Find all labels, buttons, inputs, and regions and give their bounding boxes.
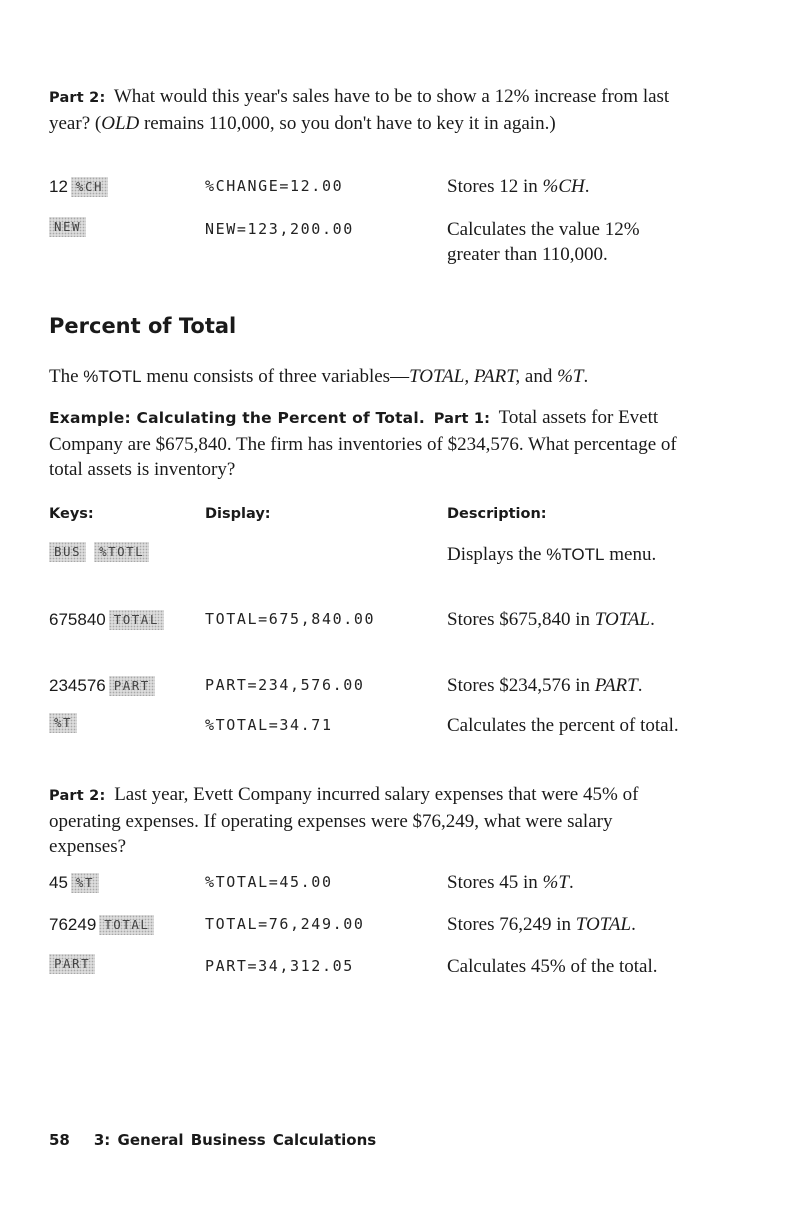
keys-cell <box>49 217 94 237</box>
menu-key-pct-t: %T <box>49 713 77 733</box>
keystroke-row <box>49 607 749 667</box>
menu-key-total: TOTAL <box>109 610 164 630</box>
keystroke-row <box>49 954 749 1014</box>
description: Stores 12 in %CH. <box>447 176 590 197</box>
display-readout: %CHANGE=12.00 <box>205 177 344 195</box>
keys-header: Keys: <box>49 506 94 522</box>
display-header: Display: <box>205 506 271 522</box>
keyed-number: 12 <box>49 177 68 196</box>
keystroke-row <box>49 713 749 773</box>
menu-key-new: NEW <box>49 217 86 237</box>
menu-key-pct-ch: %CH <box>71 177 108 197</box>
keys-cell <box>49 542 157 562</box>
menu-key-pct-t: %T <box>71 873 99 893</box>
description: Stores 76,249 in TOTAL. <box>447 914 636 935</box>
page-footer <box>49 1131 376 1149</box>
part-label: Part 2: <box>49 788 106 804</box>
menu-name: %TOTL <box>83 367 142 386</box>
description-header: Description: <box>447 506 547 522</box>
paragraph-text: Total assets for Evett Company are $675,840. The firm has inventories of $234,576. What percentage of total assets is inventory? <box>49 407 677 480</box>
description: Calculates the percent of total. <box>447 715 679 736</box>
paragraph-text: Last year, Evett Company incurred salary expenses that were 45% of operating expenses. If operating expenses were $76,249, what were salary expenses? <box>49 784 639 857</box>
display-readout: NEW=123,200.00 <box>205 220 354 238</box>
keystroke-row <box>49 217 749 277</box>
paragraph-text: remains 110,000, so you don't have to key it in again.) <box>139 113 556 134</box>
menu-key-pct-totl: %TOTL <box>94 542 149 562</box>
keyed-number: 76249 <box>49 915 97 934</box>
keys-cell <box>49 870 107 895</box>
description: Stores 45 in %T. <box>447 872 574 893</box>
keys-cell <box>49 673 163 698</box>
display-readout: TOTAL=675,840.00 <box>205 610 376 628</box>
paragraph-text: What would this year's sales have to be to show a 12% increase from last year? ( <box>49 86 670 134</box>
menu-key-part: PART <box>49 954 95 974</box>
keyed-number: 234576 <box>49 676 106 695</box>
display-readout: PART=234,576.00 <box>205 676 365 694</box>
keys-cell <box>49 954 103 974</box>
keyed-number: 45 <box>49 873 68 892</box>
part2-intro-paragraph <box>49 84 689 136</box>
description: Stores $675,840 in TOTAL. <box>447 609 655 630</box>
display-readout: %TOTAL=45.00 <box>205 873 333 891</box>
example-title: Example: Calculating the Percent of Total. <box>49 409 425 427</box>
example-paragraph <box>49 405 689 482</box>
display-readout: TOTAL=76,249.00 <box>205 915 365 933</box>
variable-name: OLD <box>101 113 140 134</box>
section-intro-paragraph: The %TOTL menu consists of three variables—TOTAL, PART, and %T. <box>49 366 589 387</box>
display-readout: PART=34,312.05 <box>205 957 354 975</box>
part2-paragraph <box>49 782 689 859</box>
keystroke-row <box>49 542 749 602</box>
description: Displays the %TOTL menu. <box>447 544 657 565</box>
keys-cell <box>49 174 116 199</box>
keys-cell <box>49 713 85 733</box>
page-number: 58 <box>49 1131 70 1149</box>
menu-key-part: PART <box>109 676 155 696</box>
keys-cell <box>49 607 172 632</box>
description: Calculates 45% of the total. <box>447 956 658 977</box>
part-label: Part 1: <box>433 411 491 427</box>
keys-cell <box>49 912 162 937</box>
description: Calculates the value 12% greater than 110,000. <box>447 219 640 265</box>
chapter-title: 3: General Business Calculations <box>93 1131 377 1149</box>
section-title: Percent of Total <box>49 314 237 338</box>
menu-key-total: TOTAL <box>99 915 154 935</box>
part-label: Part 2: <box>49 90 106 106</box>
display-readout: %TOTAL=34.71 <box>205 716 333 734</box>
menu-key-bus: BUS <box>49 542 86 562</box>
description: Stores $234,576 in PART. <box>447 675 643 696</box>
keyed-number: 675840 <box>49 610 106 629</box>
